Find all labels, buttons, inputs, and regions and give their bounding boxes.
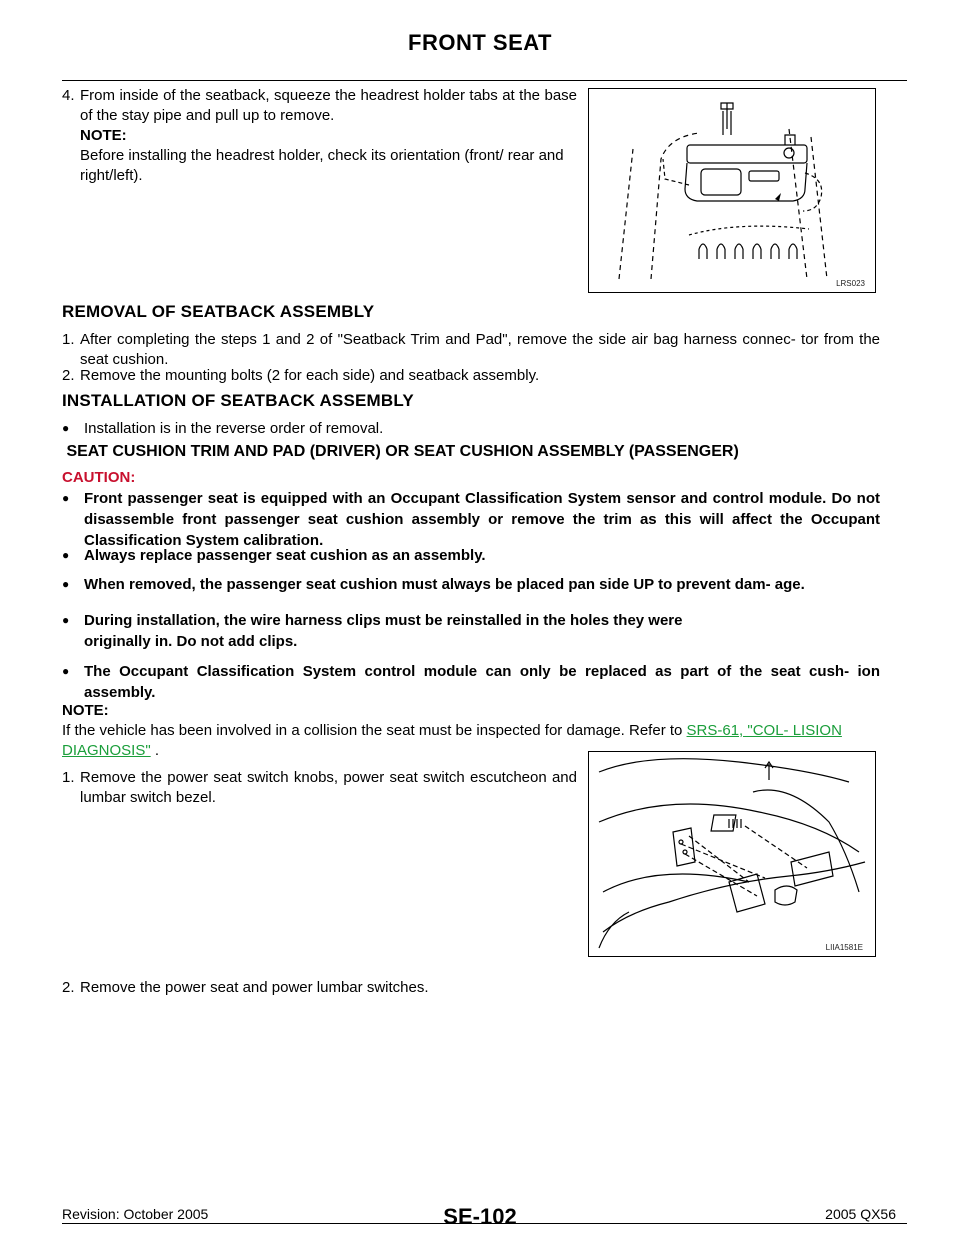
bullet-icon: ● (62, 491, 70, 505)
cushion-heading: SEAT CUSHION TRIM AND PAD (DRIVER) OR SEAT CUSHION ASSEMBLY (PASSENGER) (62, 443, 739, 460)
cushion-step-2-number: 2. (62, 979, 75, 996)
installation-heading: INSTALLATION OF SEATBACK ASSEMBLY (62, 391, 414, 410)
cushion-step-2-text: Remove the power seat and power lumbar switches. (80, 979, 429, 996)
installation-bullet-text: Installation is in the reverse order of removal. (84, 420, 384, 437)
figure-headrest-holder (588, 88, 876, 293)
removal-step-1-text: After completing the steps 1 and 2 of "Seatback Trim and Pad", remove the side air bag harness connec- tor from the seat cushion. (80, 331, 880, 368)
installation-bullet (62, 418, 880, 439)
cushion-note-label: NOTE: (62, 702, 109, 719)
removal-step-1-number: 1. (62, 331, 75, 348)
removal-heading: REMOVAL OF SEATBACK ASSEMBLY (62, 302, 375, 321)
step-4-number: 4. (62, 87, 75, 104)
caution-item (62, 574, 880, 595)
cushion-step-1 (62, 768, 577, 808)
caution-text: When removed, the passenger seat cushion must always be placed pan side UP to prevent dam- age. (84, 576, 805, 593)
caution-text: Front passenger seat is equipped with an Occupant Classification System sensor and control module. Do not disassemble front passenger seat cushion assembly or remove the trim as this will affect the Occupant Classification System calibration. (84, 490, 880, 549)
removal-step-1 (62, 330, 880, 370)
bullet-icon: ● (62, 548, 70, 562)
caution-text: Always replace passenger seat cushion as an assembly. (84, 547, 486, 564)
cushion-note-tail: . (150, 742, 160, 759)
figure-2-code: LIIA1581E (825, 943, 863, 952)
seat-switch-illustration-icon (589, 752, 875, 956)
bullet-icon: ● (62, 613, 70, 627)
srs-61-collision-diagnosis-link[interactable]: SRS-61, "COL- LISION DIAGNOSIS" (62, 722, 842, 759)
removal-step-2 (62, 366, 880, 386)
caution-item (62, 610, 880, 652)
bullet-icon: ● (62, 577, 70, 591)
step-4 (62, 86, 577, 126)
step-4-note-text: Before installing the headrest holder, check its orientation (front/ rear and right/left). (80, 147, 564, 184)
caution-item (62, 661, 880, 703)
removal-step-2-text: Remove the mounting bolts (2 for each side) and seatback assembly. (80, 367, 540, 384)
caution-item (62, 545, 880, 566)
removal-step-2-number: 2. (62, 367, 75, 384)
bullet-icon: ● (62, 664, 70, 678)
figure-1-code: LRS023 (836, 279, 865, 288)
revision-date: Revision: October 2005 (62, 1206, 209, 1222)
header-rule (62, 80, 907, 81)
page-title: FRONT SEAT (408, 30, 552, 55)
caution-item (62, 488, 880, 551)
cushion-note-text: If the vehicle has been involved in a collision the seat must be inspected for damage. Refer to (62, 722, 687, 739)
vehicle-model: 2005 QX56 (825, 1206, 896, 1222)
cushion-step-1-number: 1. (62, 769, 75, 786)
caution-text: The Occupant Classification System control module can only be replaced as part of the seat cush- ion assembly. (84, 663, 880, 701)
cushion-step-1-text: Remove the power seat switch knobs, power seat switch escutcheon and lumbar switch bezel. (80, 769, 577, 806)
bullet-icon: ● (62, 421, 70, 435)
headrest-holder-illustration-icon (589, 89, 875, 292)
page-number: SE-102 (443, 1204, 517, 1229)
step-4-text: From inside of the seatback, squeeze the headrest holder tabs at the base of the stay pipe and pull up to remove. (80, 87, 577, 124)
caution-label: CAUTION: (62, 469, 136, 486)
caution-text: During installation, the wire harness clips must be reinstalled in the holes they were originally in. Do not add clips. (84, 612, 683, 650)
step-4-note-label: NOTE: (80, 127, 127, 144)
figure-seat-switches (588, 751, 876, 957)
cushion-step-2 (62, 978, 577, 998)
